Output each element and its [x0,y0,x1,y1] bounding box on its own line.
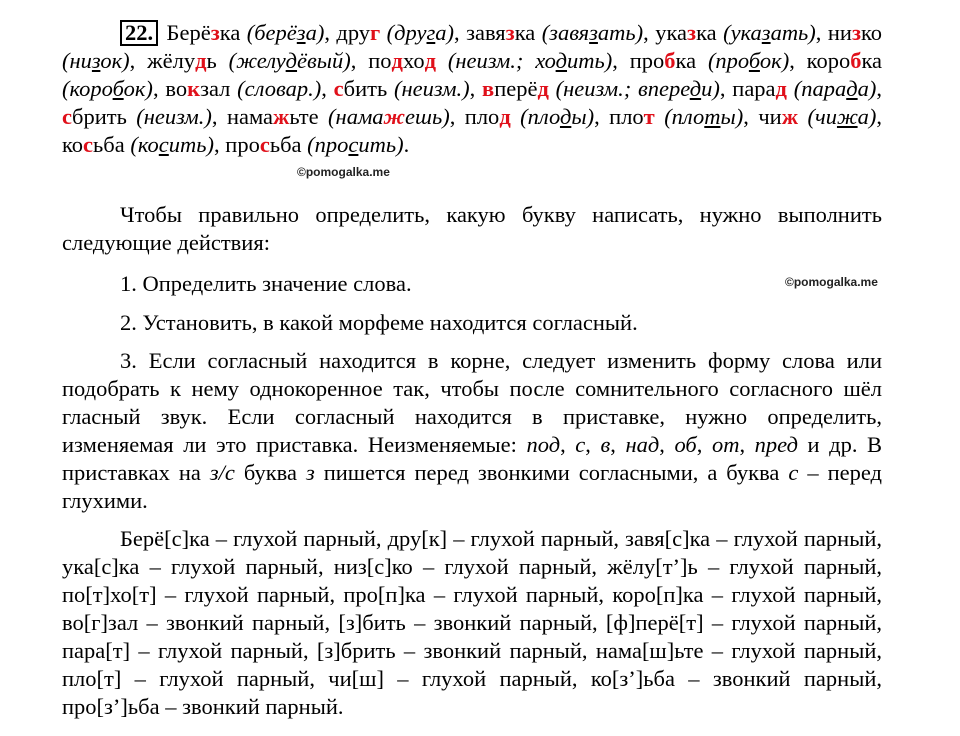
letter: з [305,460,315,485]
text: , ука [643,20,688,45]
text: – перед глухими. [62,460,882,513]
text: (ко [130,132,159,157]
highlight: д [499,104,511,129]
text: . [403,132,410,157]
text: , [659,432,675,457]
text: ить) [567,48,613,73]
text: , жёлу [129,48,196,73]
text: и др. В приставках на [62,432,883,485]
prefix: з/с [209,460,235,485]
text: , нама [211,104,274,129]
text: (пло [520,104,560,129]
text: , [696,432,712,457]
text: с [348,132,359,157]
text: з [91,48,101,73]
highlight: к [187,76,201,101]
text: д [555,48,568,73]
text: , [585,432,601,457]
instruction-paragraph: Чтобы правильно определить, какую букву написать, нужно выполнить следующие действия: [62,202,882,255]
text: д [689,76,702,101]
text: , про [612,48,665,73]
highlight: ж [273,104,290,129]
highlight: с [62,104,72,129]
text: (желу [228,48,286,73]
text: (завя [541,20,590,45]
highlight: д [775,76,787,101]
highlight: д [424,48,436,73]
highlight: с [83,132,94,157]
text: , [350,48,369,73]
text [787,76,794,101]
text: , во [152,76,188,101]
text: , [876,76,882,101]
text: по [368,48,392,73]
letter: с [788,460,799,485]
task-number: 22. [120,20,158,46]
text [549,76,556,101]
text: (пара [793,76,847,101]
text: д [559,104,572,129]
highlight: г [370,20,381,45]
text: ь [206,48,229,73]
text: ы) [571,104,595,129]
text: буква [234,460,306,485]
text: ить) [168,132,215,157]
text: т [704,104,721,129]
step-3 [62,347,882,515]
text: ок) [759,48,790,73]
text: ко [860,20,883,45]
text: , ни [815,20,852,45]
text: (берё [246,20,297,45]
text: д [846,76,858,101]
text: (словар.) [237,76,322,101]
prefix: над [625,432,660,457]
text: ка [219,20,247,45]
text: ж [836,104,858,129]
text: д [285,48,298,73]
text: (про [707,48,749,73]
text: (нама [328,104,384,129]
highlight: д [537,76,549,101]
text: , про [214,132,260,157]
highlight: д [391,48,403,73]
prefix: с [575,432,586,457]
text: и) [701,76,720,101]
text: , [739,432,755,457]
text: , [469,76,483,101]
highlight: з [505,20,515,45]
text: ать) [597,20,644,45]
highlight: з [210,20,220,45]
highlight: с [333,76,344,101]
text [511,104,520,129]
text: (неизм.; хо [435,48,556,73]
prefix: от [711,432,740,457]
text: (коро [62,76,113,101]
prefix: в [600,432,611,457]
text: , пло [594,104,644,129]
text: , коро [789,48,851,73]
highlight: д [195,48,207,73]
text: , ко [62,104,882,157]
text: ьте [289,104,329,129]
phonetic-analysis-paragraph: Берё[с]ка – глухой парный, дру[к] – глухой парный, завя[с]ка – глухой парный, ука[с]ка – глухой парный, низ[с]ко – глухой парный, жёлу[т’]ь – глухой парный, по[т]хо[т] – глухой парный, про[п]ка – глухой парный, коро[п]ка – глухой парный, во[г]зал – звонкий парный, [з]бить – звонкий парный, [ф]перё[т] – глухой парный, пара[т] – глухой парный, [з]брить – звонкий парный, нама[ш]ьте – глухой парный, пло[т] – глухой парный, чи[ш] – глухой парный, ко[з’]ьба – звонкий парный, про[з’]ьба – звонкий парный. [62,526,882,719]
text: ок) [123,76,153,101]
text: зал [200,76,238,101]
text: ка [696,20,724,45]
text: з [761,20,771,45]
text: а) [435,20,455,45]
text: ьба [269,132,308,157]
text: бить [343,76,395,101]
step-2: 2. Установить, в какой морфеме находится согласный. [120,310,638,335]
text: , [560,432,576,457]
text: а) [857,104,877,129]
text: ить) [358,132,404,157]
text: , пло [449,104,500,129]
text [655,104,664,129]
text: (неизм.; впере [555,76,690,101]
highlight: с [259,132,270,157]
highlight: ж [383,104,405,129]
highlight: з [851,20,861,45]
prefix: под [526,432,561,457]
text: а) [305,20,325,45]
text: , завя [454,20,506,45]
text: брить [72,104,137,129]
prefix: об [674,432,697,457]
watermark: ©pomogalka.me [785,275,878,289]
text: , [610,432,626,457]
text: (про [307,132,349,157]
prefix: пред [754,432,798,457]
text: пишется перед звонкими согласными, а буква [314,460,789,485]
watermark: ©pomogalka.me [297,165,390,179]
text: ёвый) [297,48,351,73]
text: 3. Если согласный находится в корне, следует изменить форму слова или подобрать к нему однокоренное так, чтобы после сомнительного согласного шёл гласный звук. Если согласный находится в приставке, нужно определить, изменяемая ли это приставка. Неизменяемые: [62,348,882,457]
text: , чи [743,104,782,129]
text: (ни [62,48,92,73]
text: а) [857,76,877,101]
text: б [748,48,760,73]
text: ешь) [405,104,450,129]
text: б [112,76,124,101]
text: ка [675,48,708,73]
text: , пара [719,76,776,101]
text: Берё [166,20,211,45]
step-1: 1. Определить значение слова. [120,271,412,296]
text: перё [494,76,538,101]
text: з [589,20,598,45]
text: (пло [664,104,705,129]
text: (чи [807,104,837,129]
text: (неизм.) [394,76,470,101]
text: ка [861,48,883,73]
text: ы) [720,104,744,129]
text: хо [402,48,425,73]
text: г [426,20,436,45]
highlight: т [643,104,655,129]
text: ьба [93,132,131,157]
text: з [296,20,306,45]
text: ок) [100,48,130,73]
text: (неизм.) [136,104,212,129]
text: (ука [723,20,762,45]
highlight: ж [781,104,799,129]
text: с [158,132,169,157]
highlight: в [482,76,495,101]
text: , [321,76,334,101]
text: ать) [770,20,816,45]
text: , дру [324,20,371,45]
highlight: б [664,48,676,73]
text: (дру [386,20,427,45]
text: ка [514,20,542,45]
word-list-paragraph [62,19,882,159]
highlight: б [850,48,862,73]
highlight: з [687,20,697,45]
